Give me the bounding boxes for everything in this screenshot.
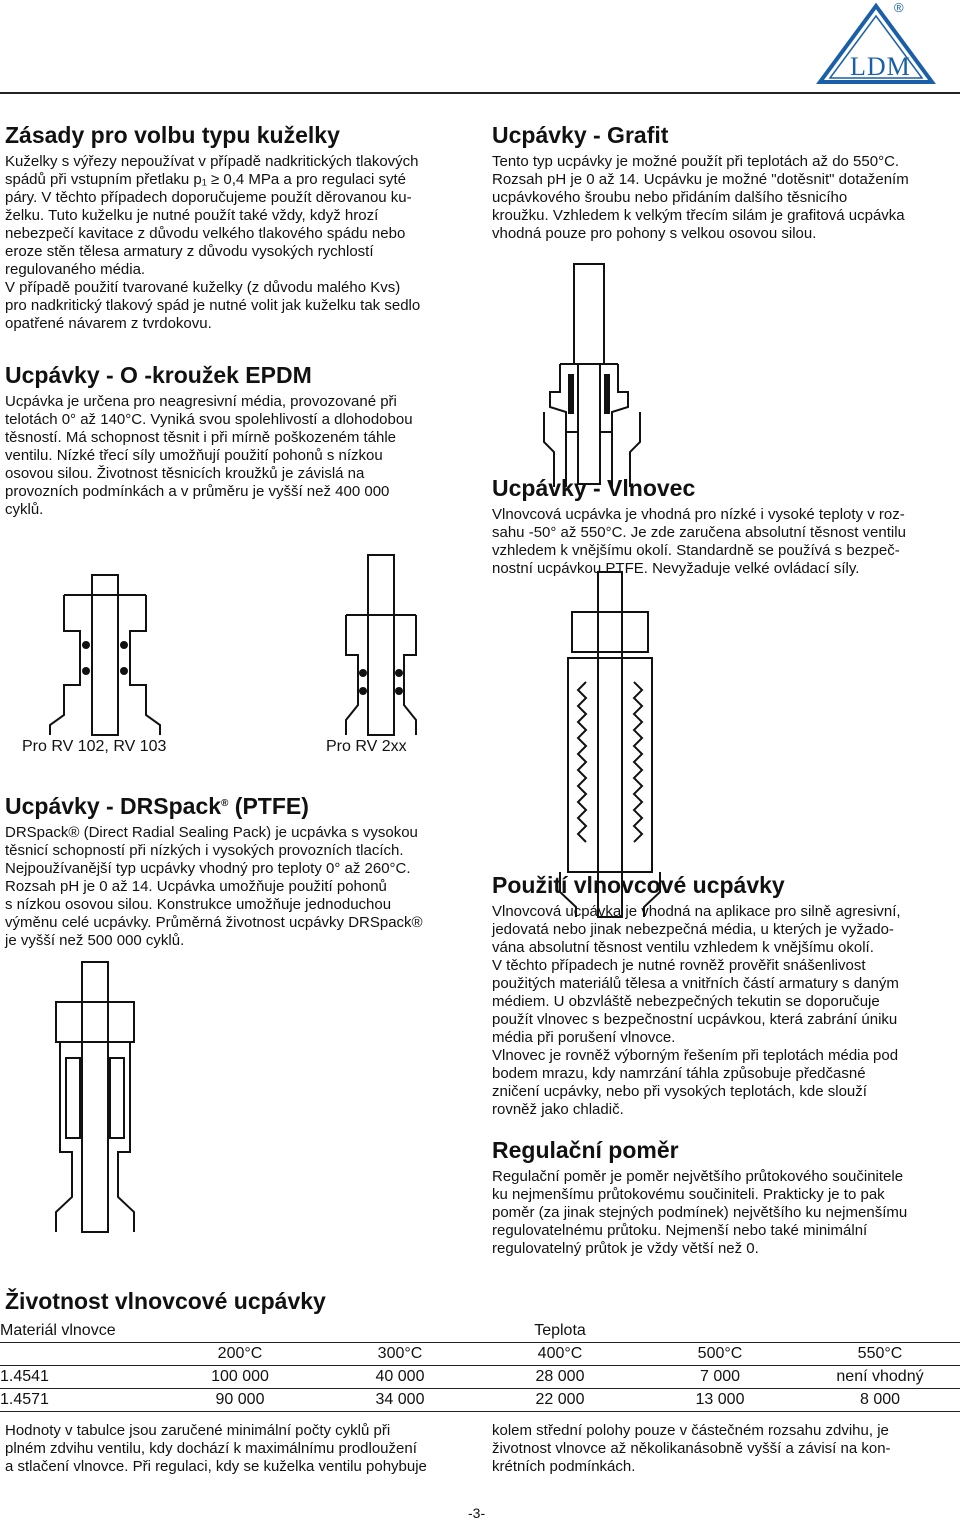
value-cell: 8 000 bbox=[800, 1389, 960, 1412]
text-line: opatřené návarem z tvrdokovu. bbox=[5, 315, 212, 332]
ldm-logo bbox=[814, 2, 938, 88]
text-line: regulovatelný průtok je vždy větší než 0. bbox=[492, 1240, 759, 1257]
text-line: provozních podmínkách a v průměru je vyšší než 400 000 bbox=[5, 483, 390, 500]
section-title: Regulační poměr bbox=[492, 1137, 679, 1163]
value-cell: 90 000 bbox=[160, 1389, 320, 1412]
text-line: pro nadkritický tlakový spád je nutné volit jak kuželku tak sedlo bbox=[5, 297, 421, 314]
text-line: médiem. U obzvláště nebezpečných tekutin se doporučuje bbox=[492, 993, 880, 1010]
section-regulacni-pomer bbox=[492, 1136, 954, 1258]
text-line: výměnu celé ucpávky. Průměrná životnost ucpávky DRSpack® bbox=[5, 914, 423, 931]
text-line: Kuželky s výřezy nepoužívat v případě nadkritických tlakových bbox=[5, 153, 419, 170]
text-line: je vyšší než 500 000 cyklů. bbox=[5, 932, 185, 949]
value-cell: 34 000 bbox=[320, 1389, 480, 1412]
text-line: Regulační poměr je poměr největšího průtokového součinitele bbox=[492, 1168, 904, 1185]
text-line: zničení ucpávky, nebo při vysokých teplotách, kde slouží bbox=[492, 1083, 867, 1100]
text-line: krétních podmínkách. bbox=[492, 1458, 636, 1475]
col-header-material: Materiál vlnovce bbox=[0, 1320, 160, 1343]
text-line: kolem střední polohy pouze v částečném rozsahu zdvihu, je bbox=[492, 1422, 889, 1439]
text-line: těsností. Má schopnost těsnit i při mírně poškozeném táhle bbox=[5, 429, 397, 446]
section-drspack bbox=[5, 792, 465, 950]
section-grafit bbox=[492, 121, 954, 243]
text-line: Nejpoužívanější typ ucpávky vhodný pro teploty 0° až 260°C. bbox=[5, 860, 411, 877]
text-line: V těchto případech je nutné rovněž prověřit snášenlivost bbox=[492, 957, 866, 974]
section-title: Ucpávky - Vlnovec bbox=[492, 475, 696, 501]
section-o-krouzek bbox=[5, 361, 465, 519]
graphite-packing-diagram bbox=[540, 262, 650, 492]
text-line: V případě použití tvarované kuželky (z důvodu malého Kvs) bbox=[5, 279, 401, 296]
table-row bbox=[0, 1389, 960, 1412]
text-line: Tento typ ucpávky je možné použít při teplotách až do 550°C. bbox=[492, 153, 900, 170]
bellows-diagram bbox=[556, 572, 666, 922]
title-main: Ucpávky - DRSpack bbox=[5, 793, 222, 819]
section-title: Zásady pro volbu typu kuželky bbox=[5, 122, 340, 148]
text-line: plném zdvihu ventilu, kdy dochází k maximálnímu prodloužení bbox=[5, 1440, 417, 1457]
text-line: Vlnovcová ucpávka je vhodná na aplikace pro silně agresivní, bbox=[492, 903, 901, 920]
text-line: vhodná pouze pro pohony s velkou osovou silou. bbox=[492, 225, 817, 242]
temp-header: 400°C bbox=[480, 1343, 640, 1366]
text-line: ucpávkového šroubu nebo přidáním dalšího těsnicího bbox=[492, 189, 848, 206]
section-vlnovec bbox=[492, 474, 954, 578]
temp-header: 300°C bbox=[320, 1343, 480, 1366]
text-line: použít vlnovec s bezpečnostní ucpávkou, která zabrání úniku bbox=[492, 1011, 898, 1028]
text-line: sahu -50° až 550°C. Je zde zaručena absolutní těsnost ventilu bbox=[492, 524, 906, 541]
text-line: Vlnovcová ucpávka je vhodná pro nízké i vysoké teploty v roz- bbox=[492, 506, 905, 523]
value-cell: 28 000 bbox=[480, 1366, 640, 1389]
table-note-right bbox=[492, 1422, 954, 1476]
section-text bbox=[492, 903, 954, 1119]
text-line: telotách 0° až 140°C. Vyniká svou spolehlivostí a dlohodobou bbox=[5, 411, 413, 428]
o-ring-diagram-rv102 bbox=[40, 575, 170, 735]
text-line: ku nejmenšímu průtokovému součiniteli. Prakticky je to pak bbox=[492, 1186, 885, 1203]
text-line: kroužku. Vzhledem k velkým třecím silám je grafitová ucpávka bbox=[492, 207, 905, 224]
text-line: osovou silou. Životnost těsnicích kroužků je závislá na bbox=[5, 465, 365, 482]
value-cell: 7 000 bbox=[640, 1366, 800, 1389]
section-title bbox=[5, 792, 465, 820]
text-line: a stlačení vlnovce. Při regulaci, kdy se kuželka ventilu pohybuje bbox=[5, 1458, 427, 1475]
text-line: eroze stěn tělesa armatury z důvodu vysokých rychlostí bbox=[5, 243, 374, 260]
value-cell: 100 000 bbox=[160, 1366, 320, 1389]
col-header-teplota: Teplota bbox=[480, 1320, 640, 1343]
material-cell: 1.4541 bbox=[0, 1366, 160, 1389]
text-line: použitých materiálů tělesa a vnitřních částí armatury s daným bbox=[492, 975, 899, 992]
value-cell: 13 000 bbox=[640, 1389, 800, 1412]
temp-header: 550°C bbox=[800, 1343, 960, 1366]
text-line: média při porušení vlnovce. bbox=[492, 1029, 676, 1046]
value-cell: 40 000 bbox=[320, 1366, 480, 1389]
o-ring-diagram-rv2xx bbox=[328, 555, 438, 735]
text-line: Rozsah pH je 0 až 14. Ucpávku je možné "dotěsnit" dotažením bbox=[492, 171, 909, 188]
text-line: Hodnoty v tabulce jsou zaručené minimální počty cyklů při bbox=[5, 1422, 391, 1439]
section-title: Životnost vlnovcové ucpávky bbox=[5, 1288, 326, 1314]
text-line: Rozsah pH je 0 až 14. Ucpávka umožňuje použití pohonů bbox=[5, 878, 387, 895]
registered-mark: ® bbox=[221, 798, 229, 809]
table-temps-row bbox=[0, 1343, 960, 1366]
section-text bbox=[5, 824, 465, 950]
section-text bbox=[492, 1168, 954, 1258]
title-tail: (PTFE) bbox=[228, 793, 309, 819]
section-title: Použití vlnovcové ucpávky bbox=[492, 872, 785, 898]
text-line: jedovatá nebo jinak nebezpečná média, u kterých je vyžado- bbox=[492, 921, 894, 938]
text-line: páry. V těchto případech doporučujeme použít děrovanou ku- bbox=[5, 189, 412, 206]
value-cell: 22 000 bbox=[480, 1389, 640, 1412]
section-title: Ucpávky - O -kroužek EPDM bbox=[5, 362, 312, 388]
text-line: cyklů. bbox=[5, 501, 44, 518]
text-line: rovněž jako chladič. bbox=[492, 1101, 624, 1118]
text-line: poměr (za jinak stejných podmínek) největšího ku nejmenšímu bbox=[492, 1204, 908, 1221]
drspack-diagram bbox=[42, 962, 152, 1232]
text-line: spádů při vstupním přetlaku p₁ ≥ 0,4 MPa a pro regulaci syté bbox=[5, 171, 406, 188]
value-cell: není vhodný bbox=[800, 1366, 960, 1389]
section-title: Ucpávky - Grafit bbox=[492, 122, 669, 148]
text-line: Vlnovec je rovněž výborným řešením při teplotách média pod bbox=[492, 1047, 899, 1064]
header-rule bbox=[0, 92, 960, 94]
text-line: životnost vlnovce až několikanásobně vyšší a závisí na kon- bbox=[492, 1440, 891, 1457]
table-header-row bbox=[0, 1320, 960, 1343]
temp-header: 500°C bbox=[640, 1343, 800, 1366]
text-line: těsnicí schopností při nízkých i vysokých provozních tlacích. bbox=[5, 842, 404, 859]
text-line: želku. Tuto kuželku je nutné použít také vždy, když hrozí bbox=[5, 207, 379, 224]
table-note-left bbox=[5, 1422, 465, 1476]
text-line: nebezpečí kavitace z důvodu velkého tlakového spádu nebo bbox=[5, 225, 406, 242]
text-line: s nízkou osovou silou. Konstrukce umožňuje jednoduchou bbox=[5, 896, 392, 913]
text-line: bodem mrazu, kdy namrzání táhla způsobuje předčasné bbox=[492, 1065, 866, 1082]
section-kuzelky bbox=[5, 121, 465, 333]
logo-registered-mark: ® bbox=[894, 0, 904, 15]
text-line: Ucpávka je určena pro neagresivní média, provozované při bbox=[5, 393, 397, 410]
material-cell: 1.4571 bbox=[0, 1389, 160, 1412]
text-line: DRSpack® (Direct Radial Sealing Pack) je ucpávka s vysokou bbox=[5, 824, 418, 841]
caption-rv2xx: Pro RV 2xx bbox=[326, 738, 407, 755]
table-row bbox=[0, 1366, 960, 1389]
page-number: -3- bbox=[468, 1505, 486, 1521]
text-line: ventilu. Nízké třecí síly umožňují použití pohonů s nízkou bbox=[5, 447, 383, 464]
section-zivotnost bbox=[5, 1287, 705, 1315]
section-text bbox=[492, 153, 954, 243]
section-text bbox=[5, 153, 465, 333]
section-text bbox=[5, 393, 465, 519]
temp-header: 200°C bbox=[160, 1343, 320, 1366]
section-pouziti-vlnovce bbox=[492, 871, 954, 1119]
text-line: nostní ucpávkou PTFE. Nevyžaduje velké ovládací síly. bbox=[492, 560, 860, 577]
text-line: vzhledem k vnějšímu okolí. Standardně se používá s bezpeč- bbox=[492, 542, 900, 559]
logo-text: LDM bbox=[850, 52, 911, 81]
caption-rv102: Pro RV 102, RV 103 bbox=[22, 738, 167, 755]
text-line: vána absolutní těsnost ventilu vzhledem k vnějšímu okolí. bbox=[492, 939, 874, 956]
bellows-lifetime-table bbox=[0, 1320, 960, 1412]
text-line: regulovaného média. bbox=[5, 261, 146, 278]
section-text bbox=[492, 506, 954, 578]
text-line: regulovatelnému průtoku. Nejmenší nebo také minimální bbox=[492, 1222, 868, 1239]
